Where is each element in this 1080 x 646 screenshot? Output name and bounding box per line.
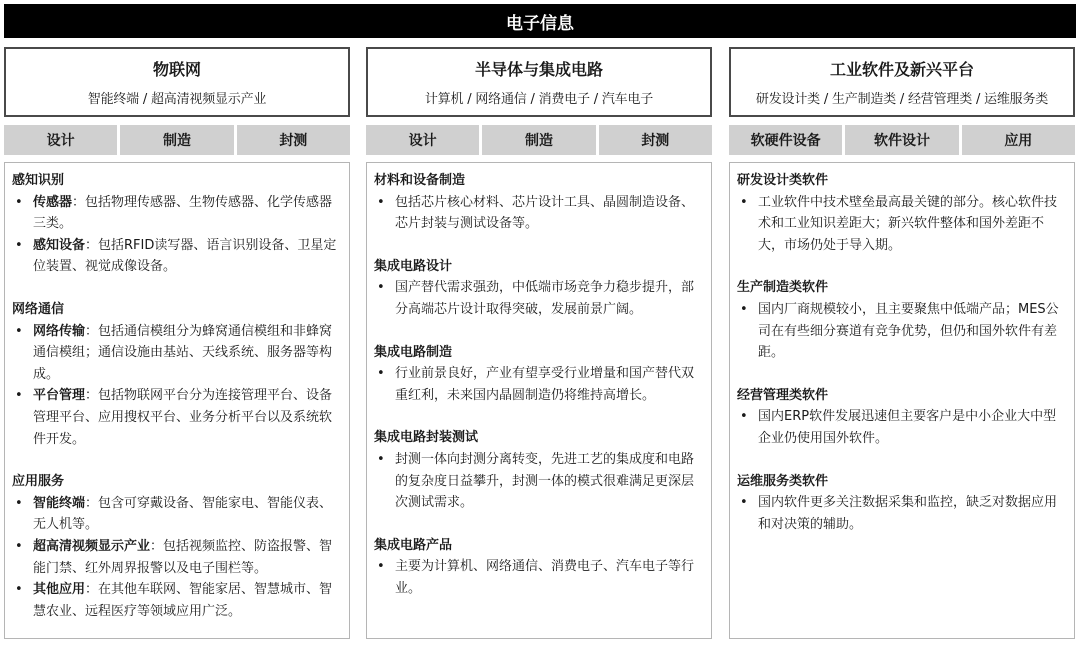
stage-tab: 封测 bbox=[237, 125, 350, 155]
column-subtitle: 智能终端 / 超高清视频显示产业 bbox=[87, 92, 267, 107]
column-title: 工业软件及新兴平台 bbox=[829, 60, 974, 79]
content-section bbox=[374, 535, 705, 600]
bullet-icon: • bbox=[15, 388, 23, 404]
stage-tab: 封测 bbox=[599, 125, 712, 155]
content-section bbox=[374, 256, 705, 321]
section-title: 集成电路制造 bbox=[374, 344, 453, 360]
item-term: 其他应用 bbox=[33, 582, 86, 598]
column-semiconductor bbox=[366, 47, 712, 639]
item-text: 国内软件更多关注数据采集和监控，缺乏对数据应用和对决策的辅助。 bbox=[758, 495, 1058, 532]
content-section bbox=[12, 471, 343, 622]
bullet-item bbox=[12, 579, 343, 622]
item-text: 工业软件中技术壁垒最高最关键的部分。核心软件技术和工业知识差距大；新兴软件整体和国外差距不大，市场仍处于导入期。 bbox=[758, 194, 1058, 253]
content-section bbox=[737, 170, 1068, 256]
content-section bbox=[374, 342, 705, 407]
bullet-icon: • bbox=[740, 409, 748, 425]
content-section bbox=[12, 299, 343, 450]
bullet-icon: • bbox=[15, 237, 23, 253]
bullet-item bbox=[737, 406, 1068, 449]
item-term: 感知设备 bbox=[33, 237, 86, 253]
bullet-item bbox=[374, 363, 705, 406]
item-term: 超高清视频显示产业 bbox=[33, 538, 151, 554]
item-text: 国内厂商规模较小，且主要聚焦中低端产品；MES公司在有些细分赛道有竞争优势，但仍和国外软件有差距。 bbox=[758, 301, 1059, 361]
content-section bbox=[737, 385, 1068, 450]
item-text: 主要为计算机、网络通信、消费电子、汽车电子等行业。 bbox=[395, 559, 695, 596]
item-text: ：包括物联网平台分为连接管理平台、设备管理平台、应用搜权平台、业务分析平台以及系统软件开发。 bbox=[33, 388, 333, 447]
item-term: 网络传输 bbox=[33, 323, 86, 339]
column-content bbox=[729, 162, 1075, 639]
bullet-icon: • bbox=[740, 194, 748, 210]
column-title: 半导体与集成电路 bbox=[474, 60, 603, 79]
bullet-icon: • bbox=[377, 451, 385, 467]
bullet-item bbox=[737, 492, 1068, 535]
stage-tab: 制造 bbox=[482, 125, 595, 155]
content-section bbox=[12, 170, 343, 278]
bullet-item bbox=[374, 277, 705, 320]
column-header bbox=[729, 47, 1075, 117]
item-term: 智能终端 bbox=[33, 495, 86, 511]
item-text: 行业前景良好，产业有望享受行业增量和国产替代双重红利，未来国内晶圆制造仍将维持高增长。 bbox=[395, 366, 695, 403]
item-text: 国产替代需求强劲，中低端市场竞争力稳步提升，部分高端芯片设计取得突破，发展前景广阔。 bbox=[395, 280, 695, 317]
bullet-icon: • bbox=[15, 194, 23, 210]
bullet-icon: • bbox=[15, 495, 23, 511]
item-term: 平台管理 bbox=[33, 388, 86, 404]
column-content bbox=[366, 162, 712, 639]
content-section bbox=[374, 170, 705, 235]
bullet-icon: • bbox=[15, 323, 23, 339]
bullet-item bbox=[737, 299, 1068, 364]
banner-title: 电子信息 bbox=[4, 4, 1076, 38]
bullet-item bbox=[12, 536, 343, 579]
stage-tab: 制造 bbox=[120, 125, 233, 155]
item-text: ：包括物理传感器、生物传感器、化学传感器三类。 bbox=[33, 194, 333, 232]
section-title: 经营管理类软件 bbox=[737, 387, 829, 403]
stage-tab: 设计 bbox=[366, 125, 479, 155]
bullet-icon: • bbox=[377, 280, 385, 296]
bullet-item bbox=[374, 449, 705, 514]
bullet-item bbox=[737, 192, 1068, 257]
stage-tabs bbox=[729, 125, 1075, 155]
bullet-item bbox=[12, 321, 343, 386]
stage-tabs bbox=[4, 125, 350, 155]
section-title: 生产制造类软件 bbox=[737, 280, 829, 296]
bullet-icon: • bbox=[377, 366, 385, 382]
item-text: 包括芯片核心材料、芯片设计工具、晶圆制造设备、芯片封装与测试设备等。 bbox=[395, 194, 695, 232]
bullet-item bbox=[12, 235, 343, 278]
stage-tab: 应用 bbox=[962, 125, 1075, 155]
item-text: ：包括通信模组分为蜂窝通信模组和非蜂窝通信模组；通信设施由基站、天线系统、服务器等构成。 bbox=[33, 323, 333, 382]
item-text: ：包含可穿戴设备、智能家电、智能仪表、无人机等。 bbox=[33, 495, 333, 533]
bullet-item bbox=[374, 556, 705, 599]
bullet-icon: • bbox=[15, 538, 23, 554]
section-title: 感知识别 bbox=[12, 173, 65, 188]
bullet-item bbox=[12, 385, 343, 450]
section-title: 集成电路设计 bbox=[374, 258, 453, 274]
bullet-icon: • bbox=[740, 495, 748, 511]
bullet-item bbox=[374, 192, 705, 235]
item-text: ：包括视频监控、防盗报警、智能门禁、红外周界报警以及电子围栏等。 bbox=[33, 538, 333, 576]
section-title: 材料和设备制造 bbox=[374, 173, 466, 188]
section-title: 研发设计类软件 bbox=[737, 173, 829, 188]
bullet-icon: • bbox=[15, 582, 23, 598]
column-iot bbox=[4, 47, 350, 639]
item-text: ：在其他车联网、智能家居、智慧城市、智慧农业、远程医疗等领域应用广泛。 bbox=[33, 582, 333, 619]
stage-tab: 软件设计 bbox=[845, 125, 958, 155]
column-header bbox=[4, 47, 350, 117]
column-header bbox=[366, 47, 712, 117]
column-subtitle: 研发设计类 / 生产制造类 / 经营管理类 / 运维服务类 bbox=[755, 92, 1049, 107]
content-section bbox=[374, 427, 705, 513]
bullet-item bbox=[12, 192, 343, 235]
stage-tabs bbox=[366, 125, 712, 155]
item-text: 国内ERP软件发展迅速但主要客户是中小企业大中型企业仍使用国外软件。 bbox=[758, 409, 1057, 446]
item-text: 封测一体向封测分离转变，先进工艺的集成度和电路的复杂度日益攀升，封测一体的模式很难满足更深层次测试需求。 bbox=[395, 451, 695, 511]
column-title: 物联网 bbox=[152, 60, 201, 79]
column-industrial-software bbox=[729, 47, 1075, 639]
bullet-icon: • bbox=[377, 194, 385, 210]
item-term: 传感器 bbox=[33, 194, 73, 210]
section-title: 应用服务 bbox=[12, 474, 65, 490]
section-title: 运维服务类软件 bbox=[737, 473, 829, 489]
stage-tab: 设计 bbox=[4, 125, 117, 155]
content-section bbox=[737, 277, 1068, 363]
bullet-icon: • bbox=[377, 559, 385, 575]
stage-tab: 软硬件设备 bbox=[729, 125, 842, 155]
bullet-icon: • bbox=[740, 301, 748, 317]
column-subtitle: 计算机 / 网络通信 / 消费电子 / 汽车电子 bbox=[424, 92, 654, 107]
item-text: ：包括RFID读写器、语言识别设备、卫星定位装置、视觉成像设备。 bbox=[33, 237, 337, 275]
section-title: 集成电路产品 bbox=[374, 537, 453, 553]
section-title: 集成电路封装测试 bbox=[374, 430, 479, 446]
content-section bbox=[737, 471, 1068, 536]
column-content bbox=[4, 162, 350, 639]
bullet-item bbox=[12, 493, 343, 536]
section-title: 网络通信 bbox=[12, 301, 65, 317]
